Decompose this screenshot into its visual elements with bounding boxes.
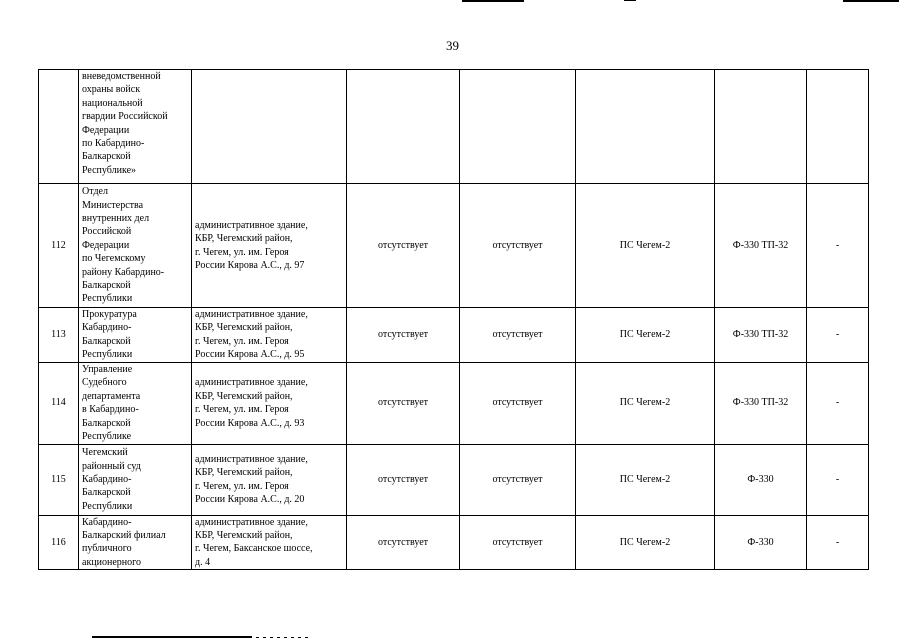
organization-name-line: по Чегемскому	[82, 253, 146, 265]
facility-address-line: КБР, Чегемский район,	[195, 322, 293, 334]
organization-name-line: вневедомственной	[82, 71, 161, 82]
page-number: 39	[446, 38, 459, 53]
organization-name-line: районный суд	[82, 460, 141, 472]
table-row	[39, 70, 869, 184]
facility-address	[192, 444, 347, 515]
organization-name-line: Республики	[82, 293, 133, 305]
organization-name-line: в Кабардино-	[82, 404, 139, 416]
facility-address	[192, 70, 347, 184]
facility-address-line: КБР, Чегемский район,	[195, 390, 293, 402]
organization-name-line: охраны войск	[82, 84, 141, 96]
organization-name-line: Министерства	[82, 199, 144, 211]
facility-address-line: г. Чегем, Баксанское шоссе,	[195, 543, 313, 555]
facility-address	[192, 362, 347, 444]
dash-cell: -	[807, 362, 869, 444]
facility-address-line: России Кярова А.С., д. 93	[195, 417, 305, 429]
substation-cell: ПС Чегем-2	[576, 362, 715, 444]
facility-address	[192, 308, 347, 363]
facility-address-line: КБР, Чегемский район,	[195, 233, 293, 245]
row-number: 116	[39, 515, 79, 570]
organization-name-line: Российской	[82, 226, 132, 238]
status-cell: отсутствует	[460, 184, 576, 308]
substation-cell: ПС Чегем-2	[576, 515, 715, 570]
organization-name-line: Кабардино-	[82, 473, 132, 485]
organization-name	[79, 362, 192, 444]
facility-address-line: д. 4	[195, 556, 211, 568]
organization-name-line: гвардии Российской	[82, 111, 168, 123]
facility-address-line: административное здание,	[195, 516, 308, 528]
dash-cell: -	[807, 184, 869, 308]
organization-name-line: Прокуратура	[82, 309, 137, 320]
organization-name-line: публичного	[82, 543, 132, 555]
substation-cell: ПС Чегем-2	[576, 308, 715, 363]
organization-name-line: акционерного	[82, 556, 141, 568]
feeder-cell: Ф-330	[715, 444, 807, 515]
row-number: 115	[39, 444, 79, 515]
facility-address-line: г. Чегем, ул. им. Героя	[195, 480, 289, 492]
facility-address-line: г. Чегем, ул. им. Героя	[195, 404, 289, 416]
table-row	[39, 362, 869, 444]
organization-name-line: Кабардино-	[82, 516, 132, 528]
dash-cell: -	[807, 515, 869, 570]
organization-name-line: Федерации	[82, 124, 130, 136]
feeder-cell: Ф-330	[715, 515, 807, 570]
status-cell: отсутствует	[347, 308, 460, 363]
organization-name-line: Отдел	[82, 186, 108, 198]
organization-name-line: Балкарской	[82, 487, 131, 499]
facility-address-line: КБР, Чегемский район,	[195, 467, 293, 479]
organization-name-line: департамента	[82, 390, 141, 402]
facility-address-line: России Кярова А.С., д. 97	[195, 259, 305, 271]
facility-address-line: России Кярова А.С., д. 20	[195, 494, 305, 506]
substation-cell: ПС Чегем-2	[576, 184, 715, 308]
organization-name	[79, 444, 192, 515]
facility-address-line: административное здание,	[195, 377, 308, 389]
organization-name-line: Республики	[82, 500, 133, 512]
organization-name-line: Республики	[82, 349, 133, 361]
organization-name-line: Федерации	[82, 239, 130, 251]
organization-name-line: Балкарский филиал	[82, 530, 166, 542]
dash-cell	[807, 70, 869, 184]
organization-name-line: по Кабардино-	[82, 138, 145, 150]
status-cell: отсутствует	[347, 362, 460, 444]
status-cell: отсутствует	[347, 515, 460, 570]
facility-address	[192, 515, 347, 570]
organization-name-line: Балкарской	[82, 417, 131, 429]
dash-cell: -	[807, 308, 869, 363]
organization-name-line: Республике»	[82, 164, 137, 176]
status-cell: отсутствует	[347, 444, 460, 515]
organization-name-line: Кабардино-	[82, 322, 132, 334]
scan-artifact-top-center	[462, 0, 524, 2]
organization-name-line: внутренних дел	[82, 212, 150, 224]
organization-name-line: Балкарской	[82, 280, 131, 292]
facility-address-line: России Кярова А.С., д. 95	[195, 349, 305, 361]
organization-name	[79, 308, 192, 363]
facility-address-line: КБР, Чегемский район,	[195, 530, 293, 542]
organization-name-line: району Кабардино-	[82, 266, 165, 278]
table-row	[39, 184, 869, 308]
facility-address-line: административное здание,	[195, 219, 308, 231]
facility-address-line: административное здание,	[195, 453, 308, 465]
scan-artifact-top-right	[843, 0, 899, 2]
scan-artifact-top-mid	[624, 0, 636, 1]
row-number	[39, 70, 79, 184]
substation-cell: ПС Чегем-2	[576, 444, 715, 515]
status-cell	[347, 70, 460, 184]
facility-address	[192, 184, 347, 308]
organization-name-line: Балкарской	[82, 335, 131, 347]
status-cell: отсутствует	[347, 184, 460, 308]
organization-name	[79, 515, 192, 570]
table-row	[39, 515, 869, 570]
status-cell	[460, 70, 576, 184]
row-number: 112	[39, 184, 79, 308]
feeder-cell: Ф-330 ТП-32	[715, 308, 807, 363]
scan-artifact-bottom-dots	[256, 637, 308, 638]
organization-name-line: Судебного	[82, 377, 127, 389]
substation-cell	[576, 70, 715, 184]
dash-cell: -	[807, 444, 869, 515]
status-cell: отсутствует	[460, 444, 576, 515]
organization-name-line: национальной	[82, 97, 143, 109]
status-cell: отсутствует	[460, 515, 576, 570]
organization-name	[79, 184, 192, 308]
status-cell: отсутствует	[460, 362, 576, 444]
feeder-cell: Ф-330 ТП-32	[715, 362, 807, 444]
facilities-table	[38, 69, 869, 570]
organization-name	[79, 70, 192, 184]
facility-address-line: административное здание,	[195, 309, 308, 320]
organization-name-line: Балкарской	[82, 151, 131, 163]
table-row	[39, 444, 869, 515]
facility-address-line: г. Чегем, ул. им. Героя	[195, 246, 289, 258]
feeder-cell	[715, 70, 807, 184]
facility-address-line: г. Чегем, ул. им. Героя	[195, 335, 289, 347]
row-number: 113	[39, 308, 79, 363]
table-row	[39, 308, 869, 363]
status-cell: отсутствует	[460, 308, 576, 363]
feeder-cell: Ф-330 ТП-32	[715, 184, 807, 308]
organization-name-line: Республике	[82, 430, 132, 442]
scan-artifact-bottom-left	[92, 636, 252, 638]
organization-name-line: Управление	[82, 363, 133, 375]
row-number: 114	[39, 362, 79, 444]
organization-name-line: Чегемский	[82, 447, 128, 459]
